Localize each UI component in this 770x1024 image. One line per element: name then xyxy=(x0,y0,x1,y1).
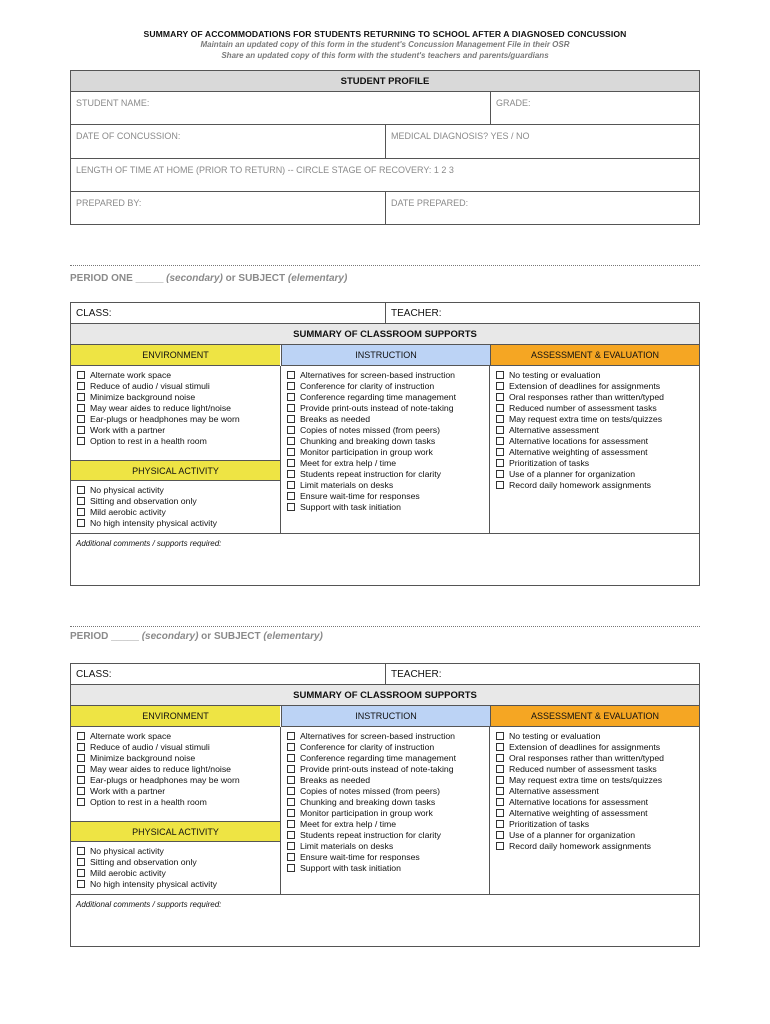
teacher-field[interactable]: TEACHER: xyxy=(385,303,442,324)
checkbox-label: Ear-plugs or headphones may be worn xyxy=(90,414,240,424)
checkbox-label: Use of a planner for organization xyxy=(509,830,636,840)
checkbox-label: May request extra time on tests/quizzes xyxy=(509,414,663,424)
checkbox[interactable] xyxy=(287,776,295,784)
checkbox[interactable] xyxy=(287,798,295,806)
checkbox-item[interactable] xyxy=(496,480,664,491)
checkbox-label: Copies of notes missed (from peers) xyxy=(300,786,441,796)
checkbox-label: Oral responses rather than written/typed xyxy=(509,392,665,402)
checkbox[interactable] xyxy=(287,743,295,751)
checkbox-item[interactable] xyxy=(287,797,456,808)
checkbox-item[interactable] xyxy=(287,830,456,841)
checkbox[interactable] xyxy=(77,765,85,773)
environment-list xyxy=(77,370,240,447)
checkbox-item[interactable] xyxy=(77,436,240,447)
checkbox[interactable] xyxy=(287,492,295,500)
checkbox-label: Reduce of audio / visual stimuli xyxy=(90,381,210,391)
checkbox[interactable] xyxy=(496,481,504,489)
checkbox-item[interactable] xyxy=(496,381,664,392)
checkbox-item[interactable] xyxy=(287,863,456,874)
checkbox-label: Alternative weighting of assessment xyxy=(509,808,648,818)
student-name-field[interactable]: STUDENT NAME: xyxy=(76,98,150,108)
checkbox-label: Reduce of audio / visual stimuli xyxy=(90,742,210,752)
checkbox-item[interactable] xyxy=(77,775,240,786)
checkbox-label: Mild aerobic activity xyxy=(90,507,166,517)
checkbox-item[interactable] xyxy=(77,496,217,507)
checkbox[interactable] xyxy=(287,393,295,401)
column-divider xyxy=(280,727,281,894)
checkbox-item[interactable] xyxy=(77,846,217,857)
checkbox-item[interactable] xyxy=(77,786,240,797)
summary-heading: SUMMARY OF CLASSROOM SUPPORTS xyxy=(71,324,699,345)
physical-activity-list xyxy=(77,846,217,890)
checkbox-label: May request extra time on tests/quizzes xyxy=(509,775,663,785)
checkbox-label: Alternate work space xyxy=(90,370,172,380)
checkbox-item[interactable] xyxy=(77,403,240,414)
checkbox-item[interactable] xyxy=(77,370,240,381)
column-divider xyxy=(489,366,490,533)
environment-list xyxy=(77,731,240,808)
assessment-heading: ASSESSMENT & EVALUATION xyxy=(490,345,699,366)
date-prepared-field[interactable]: DATE PREPARED: xyxy=(385,192,699,224)
checkbox-item[interactable] xyxy=(287,469,456,480)
checkbox-label: Alternative assessment xyxy=(509,425,599,435)
checkbox[interactable] xyxy=(496,415,504,423)
checkbox[interactable] xyxy=(287,820,295,828)
checkbox-item[interactable] xyxy=(77,753,240,764)
checkbox-label: May wear aides to reduce light/noise xyxy=(90,403,232,413)
checkbox-label: Conference for clarity of instruction xyxy=(300,742,435,752)
checkbox-item[interactable] xyxy=(287,436,456,447)
checkbox-item[interactable] xyxy=(77,868,217,879)
checkbox-label: Ensure wait-time for responses xyxy=(300,852,420,862)
checkbox-item[interactable] xyxy=(496,775,664,786)
checkbox-item[interactable] xyxy=(287,491,456,502)
checkbox-label: Prioritization of tasks xyxy=(509,819,590,829)
checkbox-item[interactable] xyxy=(287,480,456,491)
instruction-heading: INSTRUCTION xyxy=(281,345,490,366)
checkbox-label: Meet for extra help / time xyxy=(300,458,397,468)
checkbox[interactable] xyxy=(496,437,504,445)
checkbox[interactable] xyxy=(77,508,85,516)
checkbox-label: Meet for extra help / time xyxy=(300,819,397,829)
checkbox-item[interactable] xyxy=(496,742,664,753)
checkbox[interactable] xyxy=(496,426,504,434)
checkbox[interactable] xyxy=(287,459,295,467)
checkbox-item[interactable] xyxy=(77,518,217,529)
checkbox-label: Alternatives for screen-based instruction xyxy=(300,731,456,741)
checkbox[interactable] xyxy=(287,481,295,489)
checkbox-item[interactable] xyxy=(496,753,664,764)
checkbox-item[interactable] xyxy=(287,502,456,513)
checkbox-label: Support with task initiation xyxy=(300,863,401,873)
checkbox-item[interactable] xyxy=(287,786,456,797)
checkbox[interactable] xyxy=(287,426,295,434)
checkbox-label: Use of a planner for organization xyxy=(509,469,636,479)
checkbox[interactable] xyxy=(77,404,85,412)
student-profile-heading: STUDENT PROFILE xyxy=(71,71,699,92)
checkbox[interactable] xyxy=(77,519,85,527)
checkbox-label: Students repeat instruction for clarity xyxy=(300,469,441,479)
checkbox[interactable] xyxy=(496,404,504,412)
checkbox-item[interactable] xyxy=(287,392,456,403)
form-subtitle-osr: Maintain an updated copy of this form in the student's Concussion Management File in their OSR xyxy=(200,40,570,49)
checkbox[interactable] xyxy=(77,776,85,784)
checkbox[interactable] xyxy=(287,437,295,445)
checkbox[interactable] xyxy=(496,842,504,850)
checkbox-label: Sitting and observation only xyxy=(90,857,197,867)
assessment-heading: ASSESSMENT & EVALUATION xyxy=(490,706,699,727)
checkbox-item[interactable] xyxy=(287,753,456,764)
assessment-list xyxy=(496,370,664,491)
checkbox-item[interactable] xyxy=(77,797,240,808)
physical-activity-heading: PHYSICAL ACTIVITY xyxy=(71,460,280,481)
checkbox-label: No high intensity physical activity xyxy=(90,879,217,889)
checkbox[interactable] xyxy=(287,371,295,379)
checkbox-item[interactable] xyxy=(496,469,664,480)
checkbox[interactable] xyxy=(287,787,295,795)
checkbox-label: Ensure wait-time for responses xyxy=(300,491,420,501)
checkbox-item[interactable] xyxy=(496,797,664,808)
checkbox-label: Extension of deadlines for assignments xyxy=(509,381,661,391)
checkbox-item[interactable] xyxy=(77,485,217,496)
additional-comments-field[interactable]: Additional comments / supports required: xyxy=(71,533,699,585)
checkbox-item[interactable] xyxy=(77,425,240,436)
checkbox-label: Record daily homework assignments xyxy=(509,480,651,490)
checkbox-item[interactable] xyxy=(496,830,664,841)
teacher-field[interactable]: TEACHER: xyxy=(385,664,442,685)
checkbox-label: Record daily homework assignments xyxy=(509,841,651,851)
checkbox-label: Alternative locations for assessment xyxy=(509,436,649,446)
checkbox-item[interactable] xyxy=(287,458,456,469)
checkbox-item[interactable] xyxy=(77,414,240,425)
checkbox[interactable] xyxy=(77,415,85,423)
checkbox-item[interactable] xyxy=(496,819,664,830)
checkbox-item[interactable] xyxy=(77,392,240,403)
checkbox[interactable] xyxy=(287,404,295,412)
checkbox-label: Chunking and breaking down tasks xyxy=(300,797,436,807)
checkbox-item[interactable] xyxy=(77,381,240,392)
prepared-by-field[interactable]: PREPARED BY: xyxy=(76,198,142,208)
checkbox-label: Ear-plugs or headphones may be worn xyxy=(90,775,240,785)
checkbox-item[interactable] xyxy=(496,764,664,775)
checkbox-item[interactable] xyxy=(496,808,664,819)
checkbox[interactable] xyxy=(496,382,504,390)
checkbox[interactable] xyxy=(77,858,85,866)
checkbox-label: Oral responses rather than written/typed xyxy=(509,753,665,763)
checkbox-label: Limit materials on desks xyxy=(300,841,394,851)
checkbox-item[interactable] xyxy=(287,370,456,381)
checkbox-label: Alternative assessment xyxy=(509,786,599,796)
environment-heading: ENVIRONMENT xyxy=(71,345,280,366)
checkbox[interactable] xyxy=(287,470,295,478)
checkbox-label: Chunking and breaking down tasks xyxy=(300,436,436,446)
checkbox-label: Mild aerobic activity xyxy=(90,868,166,878)
checkbox[interactable] xyxy=(77,393,85,401)
checkbox-item[interactable] xyxy=(287,731,456,742)
checkbox-item[interactable] xyxy=(496,458,664,469)
checkbox-item[interactable] xyxy=(287,403,456,414)
checkbox-item[interactable] xyxy=(496,841,664,852)
checkbox[interactable] xyxy=(77,869,85,877)
checkbox-item[interactable] xyxy=(77,764,240,775)
checkbox-label: Reduced number of assessment tasks xyxy=(509,764,657,774)
checkbox-label: Copies of notes missed (from peers) xyxy=(300,425,441,435)
checkbox-label: Prioritization of tasks xyxy=(509,458,590,468)
medical-diagnosis-field[interactable]: MEDICAL DIAGNOSIS? YES / NO xyxy=(385,125,699,158)
checkbox-label: Alternative weighting of assessment xyxy=(509,447,648,457)
period-two-label: PERIOD _____ (secondary) or SUBJECT (elementary) xyxy=(70,631,323,642)
checkbox[interactable] xyxy=(496,371,504,379)
checkbox-label: No testing or evaluation xyxy=(509,370,601,380)
checkbox-item[interactable] xyxy=(496,425,664,436)
checkbox[interactable] xyxy=(496,798,504,806)
checkbox[interactable] xyxy=(496,809,504,817)
checkbox-label: Work with a partner xyxy=(90,425,166,435)
summary-heading: SUMMARY OF CLASSROOM SUPPORTS xyxy=(71,685,699,706)
checkbox[interactable] xyxy=(287,754,295,762)
checkbox[interactable] xyxy=(77,798,85,806)
length-of-time-field[interactable]: LENGTH OF TIME AT HOME (PRIOR TO RETURN) -- CIRCLE STAGE OF RECOVERY: 1 2 3 xyxy=(76,165,454,175)
assessment-list xyxy=(496,731,664,852)
checkbox-label: Extension of deadlines for assignments xyxy=(509,742,661,752)
checkbox[interactable] xyxy=(287,732,295,740)
checkbox[interactable] xyxy=(496,831,504,839)
checkbox[interactable] xyxy=(496,393,504,401)
checkbox-item[interactable] xyxy=(77,507,217,518)
checkbox[interactable] xyxy=(77,754,85,762)
checkbox[interactable] xyxy=(77,847,85,855)
checkbox[interactable] xyxy=(77,732,85,740)
checkbox-item[interactable] xyxy=(287,764,456,775)
checkbox[interactable] xyxy=(287,864,295,872)
checkbox-item[interactable] xyxy=(496,392,664,403)
checkbox-label: Reduced number of assessment tasks xyxy=(509,403,657,413)
column-divider xyxy=(280,366,281,533)
checkbox-label: No high intensity physical activity xyxy=(90,518,217,528)
checkbox-label: Monitor participation in group work xyxy=(300,447,433,457)
instruction-list xyxy=(287,370,456,513)
checkbox-label: Monitor participation in group work xyxy=(300,808,433,818)
checkbox[interactable] xyxy=(496,743,504,751)
checkbox-label: Alternative locations for assessment xyxy=(509,797,649,807)
instruction-heading: INSTRUCTION xyxy=(281,706,490,727)
checkbox-label: Breaks as needed xyxy=(300,414,371,424)
checkbox-item[interactable] xyxy=(287,852,456,863)
checkbox-label: Provide print-outs instead of note-taking xyxy=(300,764,454,774)
checkbox-item[interactable] xyxy=(287,425,456,436)
checkbox-label: Alternatives for screen-based instruction xyxy=(300,370,456,380)
checkbox-label: No testing or evaluation xyxy=(509,731,601,741)
instruction-list xyxy=(287,731,456,874)
checkbox-item[interactable] xyxy=(287,841,456,852)
date-of-concussion-field[interactable]: DATE OF CONCUSSION: xyxy=(76,131,181,141)
form-title: SUMMARY OF ACCOMMODATIONS FOR STUDENTS RETURNING TO SCHOOL AFTER A DIAGNOSED CONCUSSION xyxy=(143,29,627,39)
checkbox-label: Breaks as needed xyxy=(300,775,371,785)
checkbox-item[interactable] xyxy=(77,879,217,890)
checkbox-label: Minimize background noise xyxy=(90,753,196,763)
checkbox-label: Students repeat instruction for clarity xyxy=(300,830,441,840)
checkbox[interactable] xyxy=(496,820,504,828)
classroom-supports-section xyxy=(70,302,700,586)
checkbox-label: Sitting and observation only xyxy=(90,496,197,506)
divider xyxy=(70,626,700,627)
grade-field[interactable]: GRADE: xyxy=(490,92,699,124)
checkbox-item[interactable] xyxy=(496,403,664,414)
checkbox-label: Alternate work space xyxy=(90,731,172,741)
checkbox[interactable] xyxy=(287,503,295,511)
checkbox[interactable] xyxy=(287,765,295,773)
checkbox[interactable] xyxy=(77,371,85,379)
checkbox[interactable] xyxy=(77,437,85,445)
checkbox[interactable] xyxy=(77,880,85,888)
checkbox[interactable] xyxy=(287,809,295,817)
checkbox-item[interactable] xyxy=(287,414,456,425)
class-field[interactable]: CLASS: xyxy=(76,669,112,680)
checkbox-item[interactable] xyxy=(77,857,217,868)
checkbox-label: Conference regarding time management xyxy=(300,753,456,763)
physical-activity-list xyxy=(77,485,217,529)
checkbox-item[interactable] xyxy=(496,414,664,425)
checkbox[interactable] xyxy=(496,754,504,762)
checkbox-item[interactable] xyxy=(287,447,456,458)
checkbox-label: Support with task initiation xyxy=(300,502,401,512)
divider xyxy=(70,265,700,266)
checkbox[interactable] xyxy=(496,470,504,478)
checkbox-label: Provide print-outs instead of note-taking xyxy=(300,403,454,413)
checkbox-label: Option to rest in a health room xyxy=(90,797,207,807)
checkbox[interactable] xyxy=(287,382,295,390)
checkbox-item[interactable] xyxy=(496,447,664,458)
physical-activity-heading: PHYSICAL ACTIVITY xyxy=(71,821,280,842)
checkbox-item[interactable] xyxy=(287,742,456,753)
period-one-label: PERIOD ONE _____ (secondary) or SUBJECT (elementary) xyxy=(70,273,348,284)
checkbox[interactable] xyxy=(287,842,295,850)
checkbox-item[interactable] xyxy=(287,819,456,830)
checkbox[interactable] xyxy=(77,787,85,795)
checkbox-label: No physical activity xyxy=(90,846,164,856)
checkbox-item[interactable] xyxy=(287,381,456,392)
checkbox-label: Conference regarding time management xyxy=(300,392,456,402)
classroom-supports-section xyxy=(70,663,700,947)
checkbox[interactable] xyxy=(496,459,504,467)
form-subtitle-share: Share an updated copy of this form with the student's teachers and parents/guardians xyxy=(221,51,549,60)
checkbox-label: Conference for clarity of instruction xyxy=(300,381,435,391)
checkbox[interactable] xyxy=(287,831,295,839)
checkbox-item[interactable] xyxy=(496,786,664,797)
student-profile-table xyxy=(70,70,700,225)
checkbox-item[interactable] xyxy=(496,436,664,447)
checkbox-item[interactable] xyxy=(496,731,664,742)
checkbox[interactable] xyxy=(496,732,504,740)
checkbox[interactable] xyxy=(496,787,504,795)
checkbox-label: Limit materials on desks xyxy=(300,480,394,490)
checkbox[interactable] xyxy=(77,382,85,390)
checkbox[interactable] xyxy=(77,486,85,494)
additional-comments-field[interactable]: Additional comments / supports required: xyxy=(71,894,699,946)
checkbox[interactable] xyxy=(77,497,85,505)
checkbox-label: Minimize background noise xyxy=(90,392,196,402)
checkbox[interactable] xyxy=(77,743,85,751)
checkbox-label: No physical activity xyxy=(90,485,164,495)
environment-heading: ENVIRONMENT xyxy=(71,706,280,727)
checkbox[interactable] xyxy=(287,448,295,456)
class-field[interactable]: CLASS: xyxy=(76,308,112,319)
checkbox-item[interactable] xyxy=(287,775,456,786)
checkbox-item[interactable] xyxy=(77,742,240,753)
checkbox[interactable] xyxy=(287,415,295,423)
checkbox[interactable] xyxy=(287,853,295,861)
checkbox-item[interactable] xyxy=(287,808,456,819)
checkbox[interactable] xyxy=(496,765,504,773)
checkbox[interactable] xyxy=(496,776,504,784)
checkbox[interactable] xyxy=(77,426,85,434)
checkbox[interactable] xyxy=(496,448,504,456)
checkbox-label: Option to rest in a health room xyxy=(90,436,207,446)
checkbox-item[interactable] xyxy=(496,370,664,381)
column-divider xyxy=(489,727,490,894)
checkbox-label: Work with a partner xyxy=(90,786,166,796)
checkbox-item[interactable] xyxy=(77,731,240,742)
checkbox-label: May wear aides to reduce light/noise xyxy=(90,764,232,774)
